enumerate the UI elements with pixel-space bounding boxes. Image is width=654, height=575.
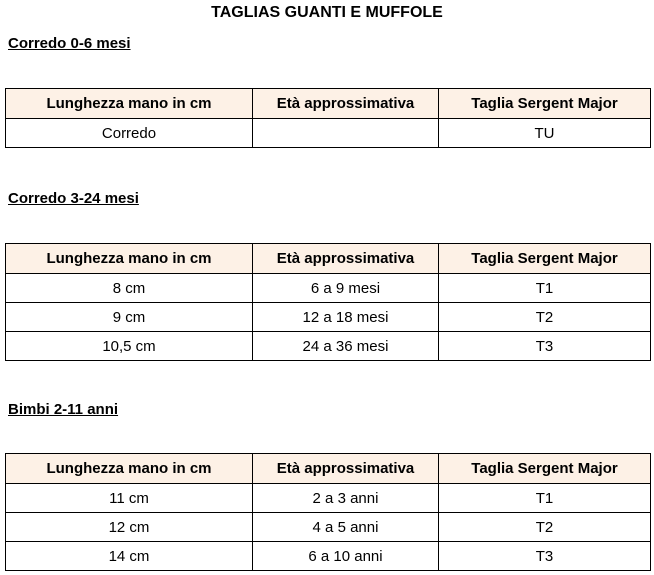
cell-size: T3 — [439, 332, 651, 361]
cell-age: 6 a 10 anni — [253, 542, 439, 571]
table-row — [6, 119, 651, 148]
column-header-age: Età approssimativa — [253, 89, 439, 119]
size-table-corredo-3-24 — [5, 243, 651, 361]
column-header-age: Età approssimativa — [253, 244, 439, 274]
size-table-bimbi-2-11 — [5, 453, 651, 571]
section-heading-corredo-0-6: Corredo 0-6 mesi — [8, 35, 131, 52]
cell-age: 2 a 3 anni — [253, 484, 439, 513]
cell-hand-length: 12 cm — [6, 513, 253, 542]
cell-age: 6 a 9 mesi — [253, 274, 439, 303]
column-header-hand-length: Lunghezza mano in cm — [6, 244, 253, 274]
size-table-corredo-0-6 — [5, 88, 651, 148]
section-heading-bimbi-2-11: Bimbi 2-11 anni — [8, 401, 119, 418]
cell-size: TU — [439, 119, 651, 148]
cell-hand-length: 14 cm — [6, 542, 253, 571]
table-row — [6, 513, 651, 542]
cell-age: 12 a 18 mesi — [253, 303, 439, 332]
column-header-size: Taglia Sergent Major — [439, 244, 651, 274]
cell-hand-length: Corredo — [6, 119, 253, 148]
cell-size: T2 — [439, 513, 651, 542]
table-row — [6, 542, 651, 571]
cell-size: T1 — [439, 274, 651, 303]
column-header-hand-length: Lunghezza mano in cm — [6, 454, 253, 484]
column-header-size: Taglia Sergent Major — [439, 454, 651, 484]
cell-size: T1 — [439, 484, 651, 513]
table-row — [6, 303, 651, 332]
table-row — [6, 274, 651, 303]
table-header-row — [6, 89, 651, 119]
cell-hand-length: 9 cm — [6, 303, 253, 332]
column-header-age: Età approssimativa — [253, 454, 439, 484]
cell-hand-length: 10,5 cm — [6, 332, 253, 361]
table-row — [6, 332, 651, 361]
column-header-size: Taglia Sergent Major — [439, 89, 651, 119]
table-row — [6, 484, 651, 513]
cell-size: T3 — [439, 542, 651, 571]
cell-age: 24 a 36 mesi — [253, 332, 439, 361]
table-header-row — [6, 454, 651, 484]
page-title: TAGLIAS GUANTI E MUFFOLE — [211, 4, 443, 21]
cell-age — [253, 119, 439, 148]
cell-size: T2 — [439, 303, 651, 332]
column-header-hand-length: Lunghezza mano in cm — [6, 89, 253, 119]
cell-age: 4 a 5 anni — [253, 513, 439, 542]
section-heading-corredo-3-24: Corredo 3-24 mesi — [8, 190, 139, 207]
cell-hand-length: 8 cm — [6, 274, 253, 303]
table-header-row — [6, 244, 651, 274]
cell-hand-length: 11 cm — [6, 484, 253, 513]
